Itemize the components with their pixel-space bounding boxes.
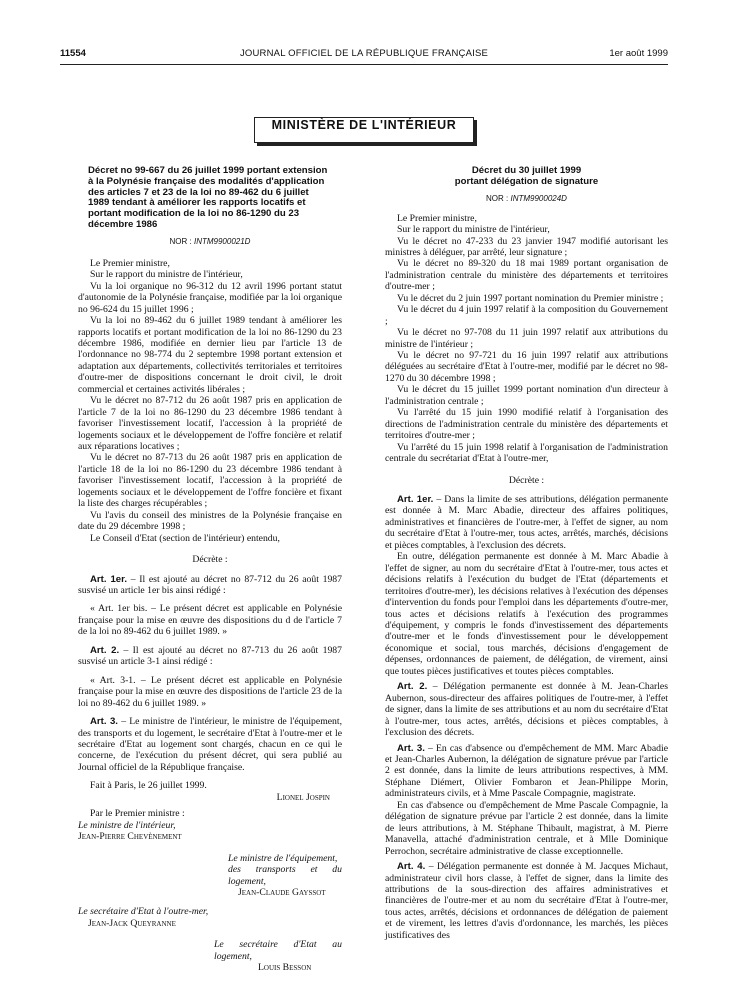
page-number: 11554 xyxy=(60,48,86,59)
by-pm: Par le Premier ministre : xyxy=(90,808,185,820)
preamble-line: Le Conseil d'Etat (section de l'intérieur) entendu, xyxy=(90,532,280,544)
signature-role: Le secrétaire d'Etat au logement, xyxy=(214,939,342,962)
signature-name: Louis Besson xyxy=(258,962,312,974)
decree-title: Décret du 30 juillet 1999 xyxy=(471,165,582,176)
article-2: Art. 2. – Il est ajouté au décret no 87-713 du 26 août 1987 susvisé un article 3-1 ainsi rédigé : xyxy=(78,644,342,668)
nor-label: NOR : xyxy=(486,193,509,203)
article-3-paragraph-2: En cas d'absence ou d'empêchement de Mme Pascale Compagnie, la délégation de signature prévue par l'article 2 est donnée, dans la limite de leurs attributions, à M. Stéphane Thibault, magistrat, à M. Pierre Manavella, attaché d'administration centrale, et à Mlle Dominique Perrochon, secrétaire administrative de classe exceptionnelle. xyxy=(385,799,668,857)
nor-reference xyxy=(385,194,668,203)
done-at: Fait à Paris, le 26 juillet 1999. xyxy=(90,780,207,792)
preamble-line: Vu le décret du 15 juillet 1999 portant nomination d'un directeur à l'administration centrale ; xyxy=(385,384,668,407)
article-1: Art. 1er. – Il est ajouté au décret no 87-712 du 26 août 1987 susvisé un article 1er bis ainsi rédigé : xyxy=(78,573,342,597)
signature-role: des transports et du logement, xyxy=(228,864,342,887)
preamble-line: Vu le décret no 89-320 du 18 mai 1989 portant organisation de l'administration centrale du ministère des départements et territoires d'outre-mer ; xyxy=(385,258,668,293)
issue-date: 1er août 1999 xyxy=(609,48,668,59)
preamble-line: Sur le rapport du ministre de l'intérieur, xyxy=(397,224,550,236)
right-column xyxy=(385,166,668,941)
preamble-line: Vu le décret du 4 juin 1997 relatif à la composition du Gouvernement ; xyxy=(385,304,668,327)
nor-code: INTM9900021D xyxy=(193,236,251,246)
signature-block-4 xyxy=(78,939,342,973)
header-rule xyxy=(60,64,668,65)
signature-name: Jean-Jack Queyranne xyxy=(88,917,176,929)
signature-role: Le ministre de l'intérieur, xyxy=(78,819,176,831)
article-label: Art. 1er. xyxy=(397,494,434,506)
article-1-quote: « Art. 1er bis. – Le présent décret est applicable en Polynésie française pour la mise en œuvre des dispositions du d de l'article 7 de la loi no 89-462 du 6 juillet 1989. » xyxy=(78,603,342,638)
article-label: Art. 1er. xyxy=(90,573,128,585)
article-4: Art. 4. – Délégation permanente est donnée à M. Jacques Michaut, administrateur civil hors classe, à l'effet de signer, dans la limite des attributions de la sous-direction des affaires administratives et financières de l'outre-mer et au nom du secrétaire d'Etat à l'outre-mer, tous actes, arrêtés, décisions et ordonnances de délégation de paiement et de virement, les lettres d'avis d'ordonnance, les marchés, les pièces justificatives des xyxy=(385,861,668,941)
article-label: Art. 2. xyxy=(397,681,428,693)
article-2: Art. 2. – Délégation permanente est donnée à M. Jean-Charles Aubernon, sous-directeur des affaires politiques de l'outre-mer, à l'effet de signer, dans la limite de ses attributions et au nom du secrétaire d'Etat à l'outre-mer, tous actes, arrêtés, décisions et pièces comptables, à l'exclusion des décrets. xyxy=(385,681,668,739)
ministry-heading: MINISTÈRE DE L'INTÉRIEUR xyxy=(254,117,474,143)
article-1-paragraph-2: En outre, délégation permanente est donnée à M. Marc Abadie à l'effet de signer, au nom du secrétaire d'Etat à l'outre-mer, tous actes et décisions relatifs à l'exécution du budget de l'Etat (départements et territoires d'outre-mer), les décisions relatives à l'exécution des dépenses d'intervention du fonds pour l'emploi dans les départements d'outre-mer, tous actes et décisions relatifs à l'exécution des programmes d'équipement, y compris le fonds d'investissement des départements d'outre-mer et le fonds d'investissement pour le développement économique et social, tous marchés, décisions d'engagement de dépenses, ordonnances de paiement, de délégation, de virement, ainsi que toutes pièces justificatives et toutes pièces comptables. xyxy=(385,551,668,677)
signature-role: Le secrétaire d'Etat à l'outre-mer, xyxy=(78,906,209,918)
article-1: Art. 1er. – Dans la limite de ses attributions, délégation permanente est donnée à M. Marc Abadie, directeur des affaires politiques, administratives et financières de l'outre-mer, à l'effet de signer, au nom du secrétaire d'Etat à l'outre-mer, tous actes, arrêtés, marchés, décisions et pièces comptables, à l'exclusion des décrets. xyxy=(385,494,668,551)
preamble-line: Vu la loi no 89-462 du 6 juillet 1989 tendant à améliorer les rapports locatifs et portant modification de la loi no 86-1290 du 23 décembre 1986, modifiée en dernier lieu par l'article 13 de l'ordonnance no 98-774 du 2 septembre 1998 portant extension et adaptation aux départements, collectivités territoriales et territoires d'outre-mer de dispositions concernant le droit civil, le droit commercial et certaines activités libérales ; xyxy=(78,315,342,395)
signature-block-2 xyxy=(78,853,342,899)
preamble-line: Vu le décret no 87-713 du 26 août 1987 pris en application de l'article 18 de la loi no 86-1290 du 23 décembre 1986 tendant à favoriser l'investissement locatif, l'accession à la propriété de logements sociaux et le développement de l'offre foncière et fixant la liste des charges récupérables ; xyxy=(78,452,342,510)
decrete-heading: Décrète : xyxy=(192,554,228,566)
preamble-line: Vu le décret no 87-712 du 26 août 1987 pris en application de l'article 7 de la loi no 86-1290 du 23 décembre 1986 tendant à favoriser l'investissement locatif, l'accession à la propriété de logements sociaux et le développement de l'offre foncière et relatif aux réparations locatives ; xyxy=(78,395,342,453)
preamble-line: Vu le décret no 97-708 du 11 juin 1997 relatif aux attributions du ministre de l'intérieur ; xyxy=(385,327,668,350)
article-3: Art. 3. – En cas d'absence ou d'empêchement de MM. Marc Abadie et Jean-Charles Aubernon, la délégation de signature prévue par l'article 2 est donnée, dans la limite de leurs attributions respectives, à MM. Stéphane Diémert, Olivier Fombaron et Jean-Philippe Morin, administrateurs civils, et à Mme Pascale Compagnie, magistrate. xyxy=(385,742,668,800)
preamble-line: Vu l'avis du conseil des ministres de la Polynésie française en date du 29 décembre 1998 ; xyxy=(78,509,342,533)
article-label: Art. 3. xyxy=(90,716,118,728)
decrete-heading: Décrète : xyxy=(508,474,545,486)
preamble-line: Vu la loi organique no 96-312 du 12 avril 1996 portant statut d'autonomie de la Polynésie française, modifiée par la loi organique no 96-624 du 15 juillet 1996 ; xyxy=(78,280,342,315)
article-label: Art. 4. xyxy=(397,861,426,873)
preamble-line: Vu le décret no 97-721 du 16 juin 1997 relatif aux attributions déléguées au secrétaire d'Etat à l'outre-mer, modifié par le décret no 98-1270 du 30 décembre 1998 ; xyxy=(385,350,668,384)
preamble-line: Vu le décret no 47-233 du 23 janvier 1947 modifié autorisant les ministres à déléguer, par arrêté, leur signature ; xyxy=(385,235,668,258)
signature-pm: Lionel Jospin xyxy=(276,791,330,803)
preamble-line: Vu le décret du 2 juin 1997 portant nomination du Premier ministre ; xyxy=(397,292,664,304)
signature-role: Le ministre de l'équipement, xyxy=(228,852,338,864)
nor-code: INTM9900024D xyxy=(510,193,567,203)
decree-title: Décret no 99-667 du 26 juillet 1999 portant extension à la Polynésie française des modalités d'application des articles 7 et 23 de la loi no 89-462 du 6 juillet 1989 tendant à améliorer les rapports locatifs et portant modification de la loi no 86-1290 du 23 décembre 1986 xyxy=(88,165,328,230)
article-3: Art. 3. – Le ministre de l'intérieur, le ministre de l'équipement, des transports et du logement, le secrétaire d'Etat à l'outre-mer et le secrétaire d'Etat au logement sont chargés, chacun en ce qui le concerne, de l'exécution du présent décret, qui sera publié au Journal officiel de la République française. xyxy=(78,716,342,773)
preamble-line: Vu l'arrêté du 15 juin 1998 relatif à l'organisation de l'administration centrale du secrétariat d'Etat à l'outre-mer, xyxy=(385,441,668,465)
preamble-line: Vu l'arrêté du 15 juin 1990 modifié relatif à l'organisation des directions de l'administration centrale du ministère des départements et territoires d'outre-mer ; xyxy=(385,407,668,442)
preamble-line: Le Premier ministre, xyxy=(397,212,477,224)
journal-title: JOURNAL OFFICIEL DE LA RÉPUBLIQUE FRANÇAISE xyxy=(239,48,489,59)
left-column xyxy=(78,166,342,974)
decree-subtitle: portant délégation de signature xyxy=(454,175,599,187)
signature-name: Jean-Claude Gayssot xyxy=(238,886,326,898)
article-2-quote: « Art. 3-1. – Le présent décret est applicable en Polynésie française pour la mise en œuvre des dispositions de l'article 23 de la loi no 89-462 du 6 juillet 1989. » xyxy=(78,674,342,709)
signature-name: Jean-Pierre Chevènement xyxy=(78,831,182,843)
article-label: Art. 3. xyxy=(397,742,425,754)
preamble-line: Le Premier ministre, xyxy=(90,257,170,269)
nor-reference xyxy=(78,237,342,246)
preamble-line: Sur le rapport du ministre de l'intérieur, xyxy=(90,269,243,281)
article-label: Art. 2. xyxy=(90,644,120,656)
nor-label: NOR : xyxy=(169,236,192,246)
